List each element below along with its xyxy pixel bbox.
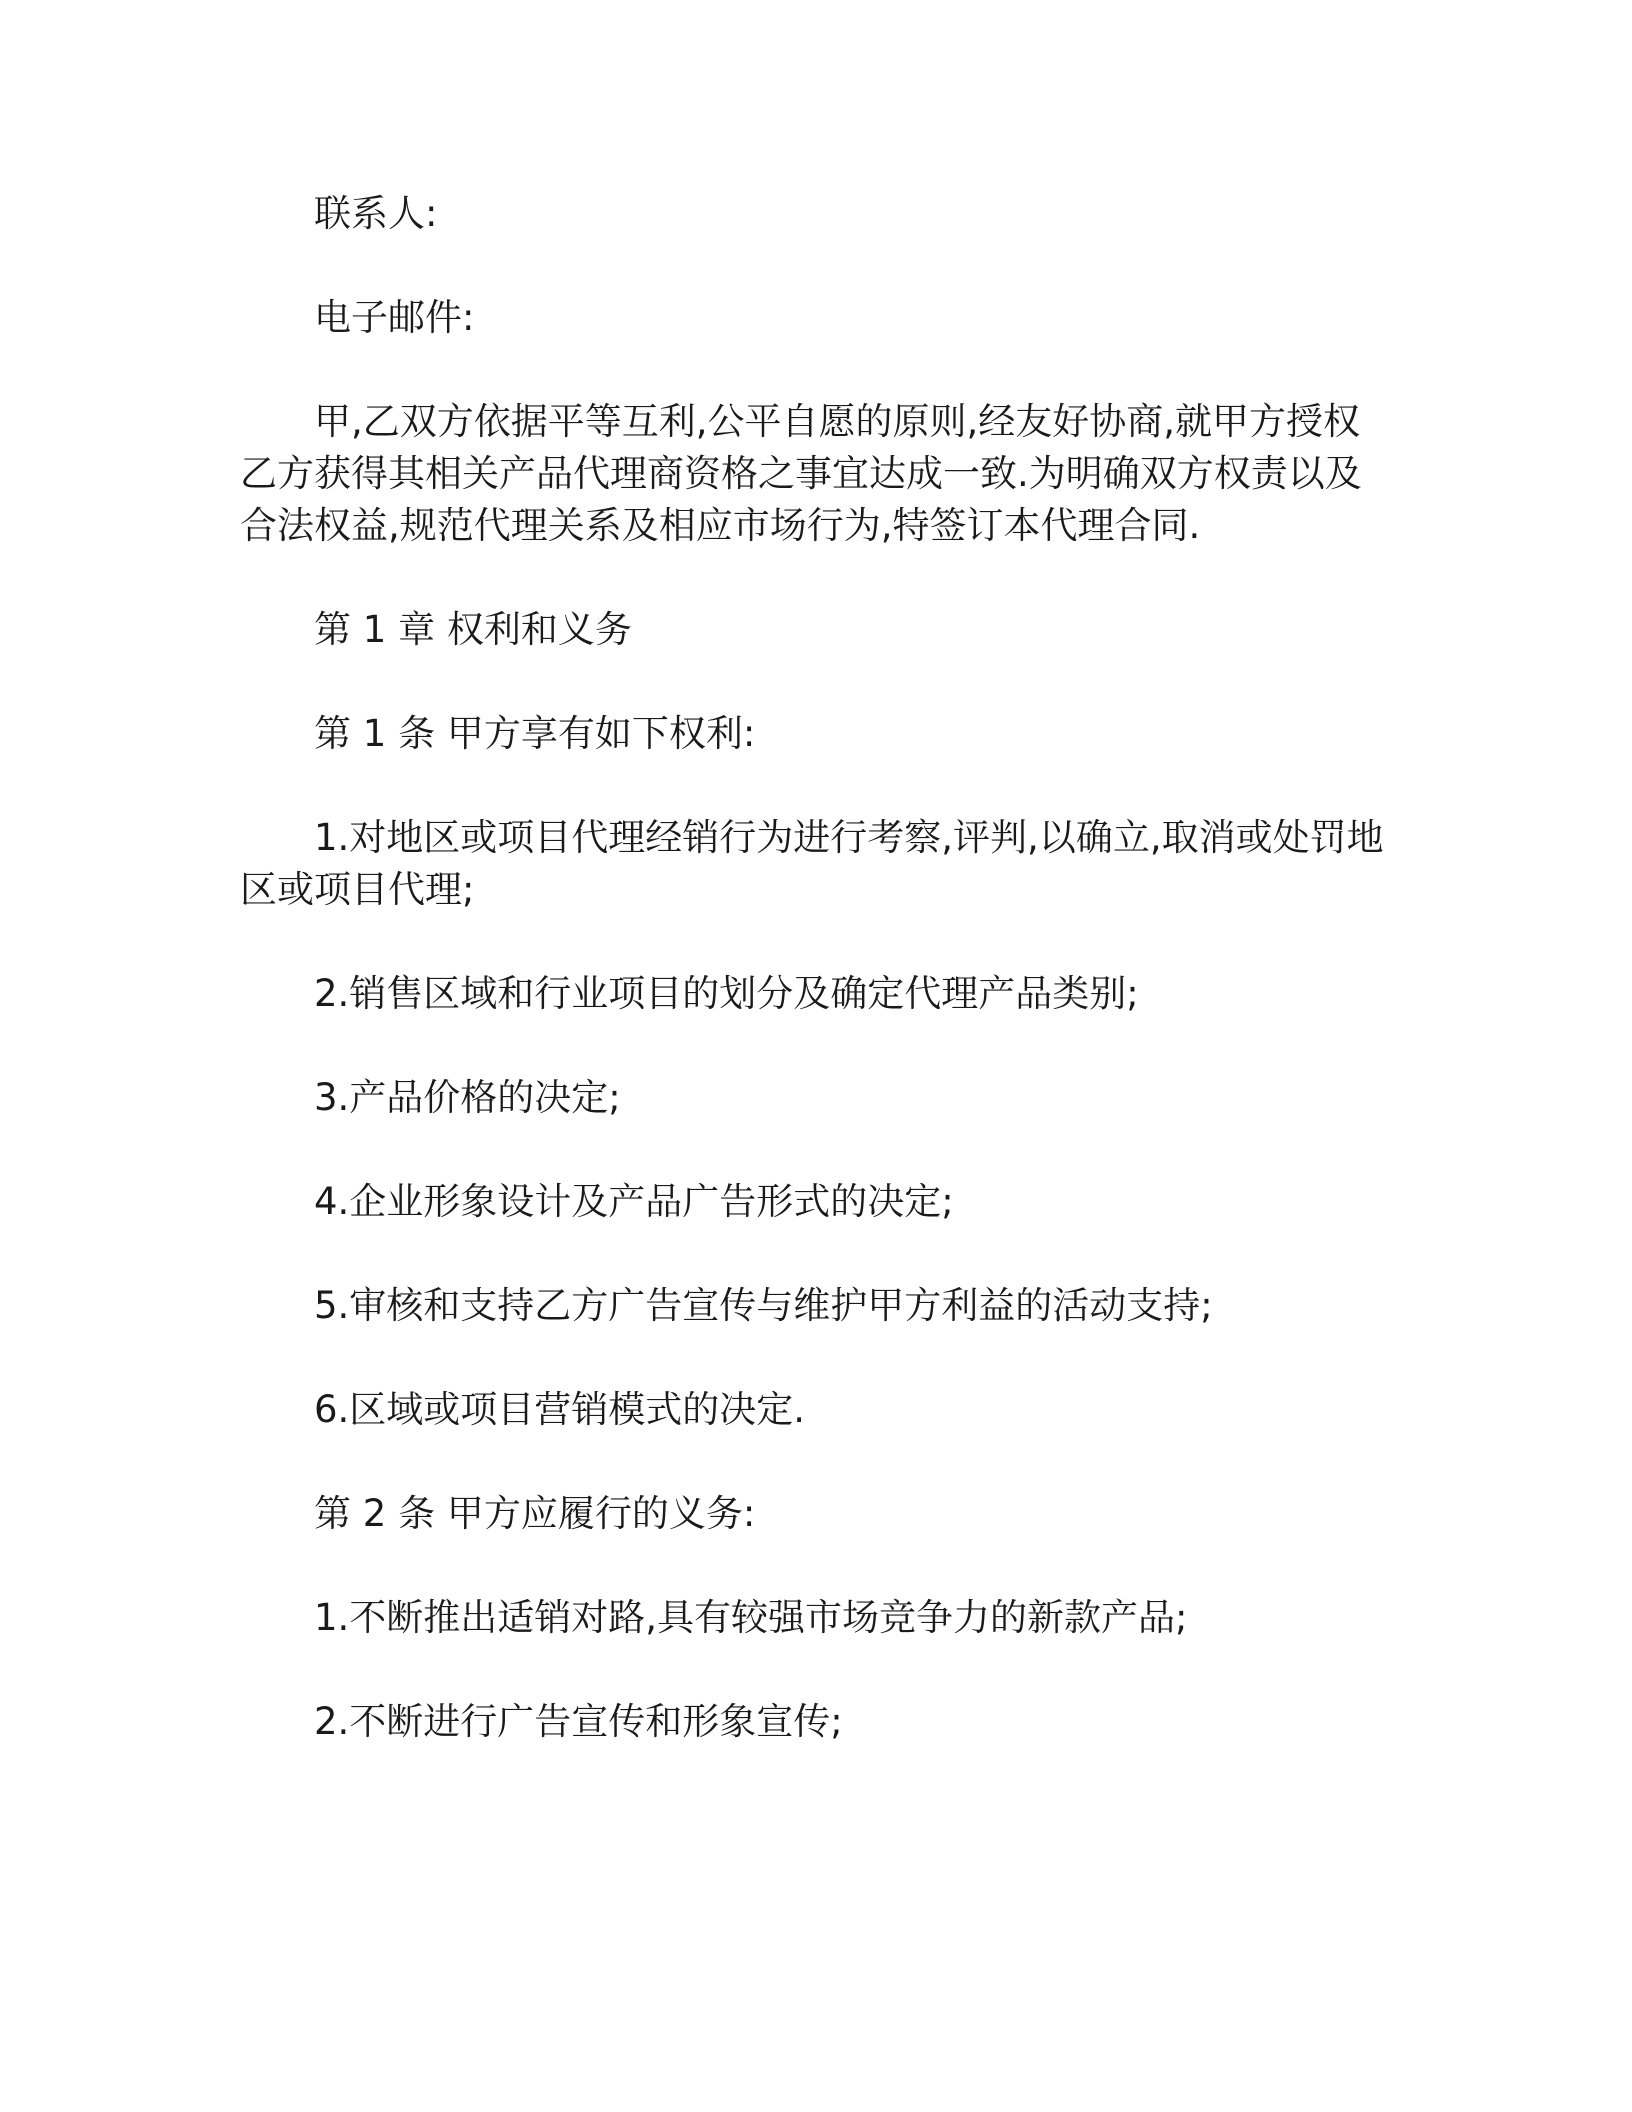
right-item-1-line-1: 1.对地区或项目代理经销行为进行考察,评判,以确立,取消或处罚地 <box>314 816 1384 859</box>
article-1-heading: 第 1 条 甲方享有如下权利: <box>314 712 756 755</box>
preamble-line-1: 甲,乙双方依据平等互利,公平自愿的原则,经友好协商,就甲方授权 <box>314 400 1361 443</box>
paragraph-gap <box>240 1020 1380 1072</box>
paragraph-gap <box>240 1228 1380 1280</box>
paragraph-gap <box>240 760 1380 812</box>
paragraph-gap <box>240 344 1380 396</box>
paragraph-gap <box>240 1644 1380 1696</box>
right-item-4: 4.企业形象设计及产品广告形式的决定; <box>314 1180 954 1223</box>
preamble-line-2: 乙方获得其相关产品代理商资格之事宜达成一致.为明确双方权责以及 <box>240 452 1362 495</box>
obligation-item-2: 2.不断进行广告宣传和形象宣传; <box>314 1700 843 1743</box>
right-item-6: 6.区域或项目营销模式的决定. <box>314 1388 806 1431</box>
obligation-item-1: 1.不断推出适销对路,具有较强市场竞争力的新款产品; <box>314 1596 1188 1639</box>
paragraph-gap <box>240 1124 1380 1176</box>
right-item-3: 3.产品价格的决定; <box>314 1076 621 1119</box>
paragraph-gap <box>240 1436 1380 1488</box>
right-item-1-line-2: 区或项目代理; <box>240 868 475 911</box>
paragraph-gap <box>240 656 1380 708</box>
paragraph-gap <box>240 1540 1380 1592</box>
paragraph-gap <box>240 552 1380 604</box>
paragraph-gap <box>240 240 1380 292</box>
document-body <box>240 188 1384 1748</box>
chapter-heading: 第 1 章 权利和义务 <box>314 608 632 651</box>
email-line: 电子邮件: <box>314 296 475 339</box>
paragraph-gap <box>240 1332 1380 1384</box>
right-item-5: 5.审核和支持乙方广告宣传与维护甲方利益的活动支持; <box>314 1284 1213 1327</box>
contact-person-line: 联系人: <box>314 192 438 235</box>
paragraph-gap <box>240 916 1380 968</box>
preamble-line-3: 合法权益,规范代理关系及相应市场行为,特签订本代理合同. <box>240 504 1201 547</box>
article-2-heading: 第 2 条 甲方应履行的义务: <box>314 1492 756 1535</box>
right-item-2: 2.销售区域和行业项目的划分及确定代理产品类别; <box>314 972 1139 1015</box>
